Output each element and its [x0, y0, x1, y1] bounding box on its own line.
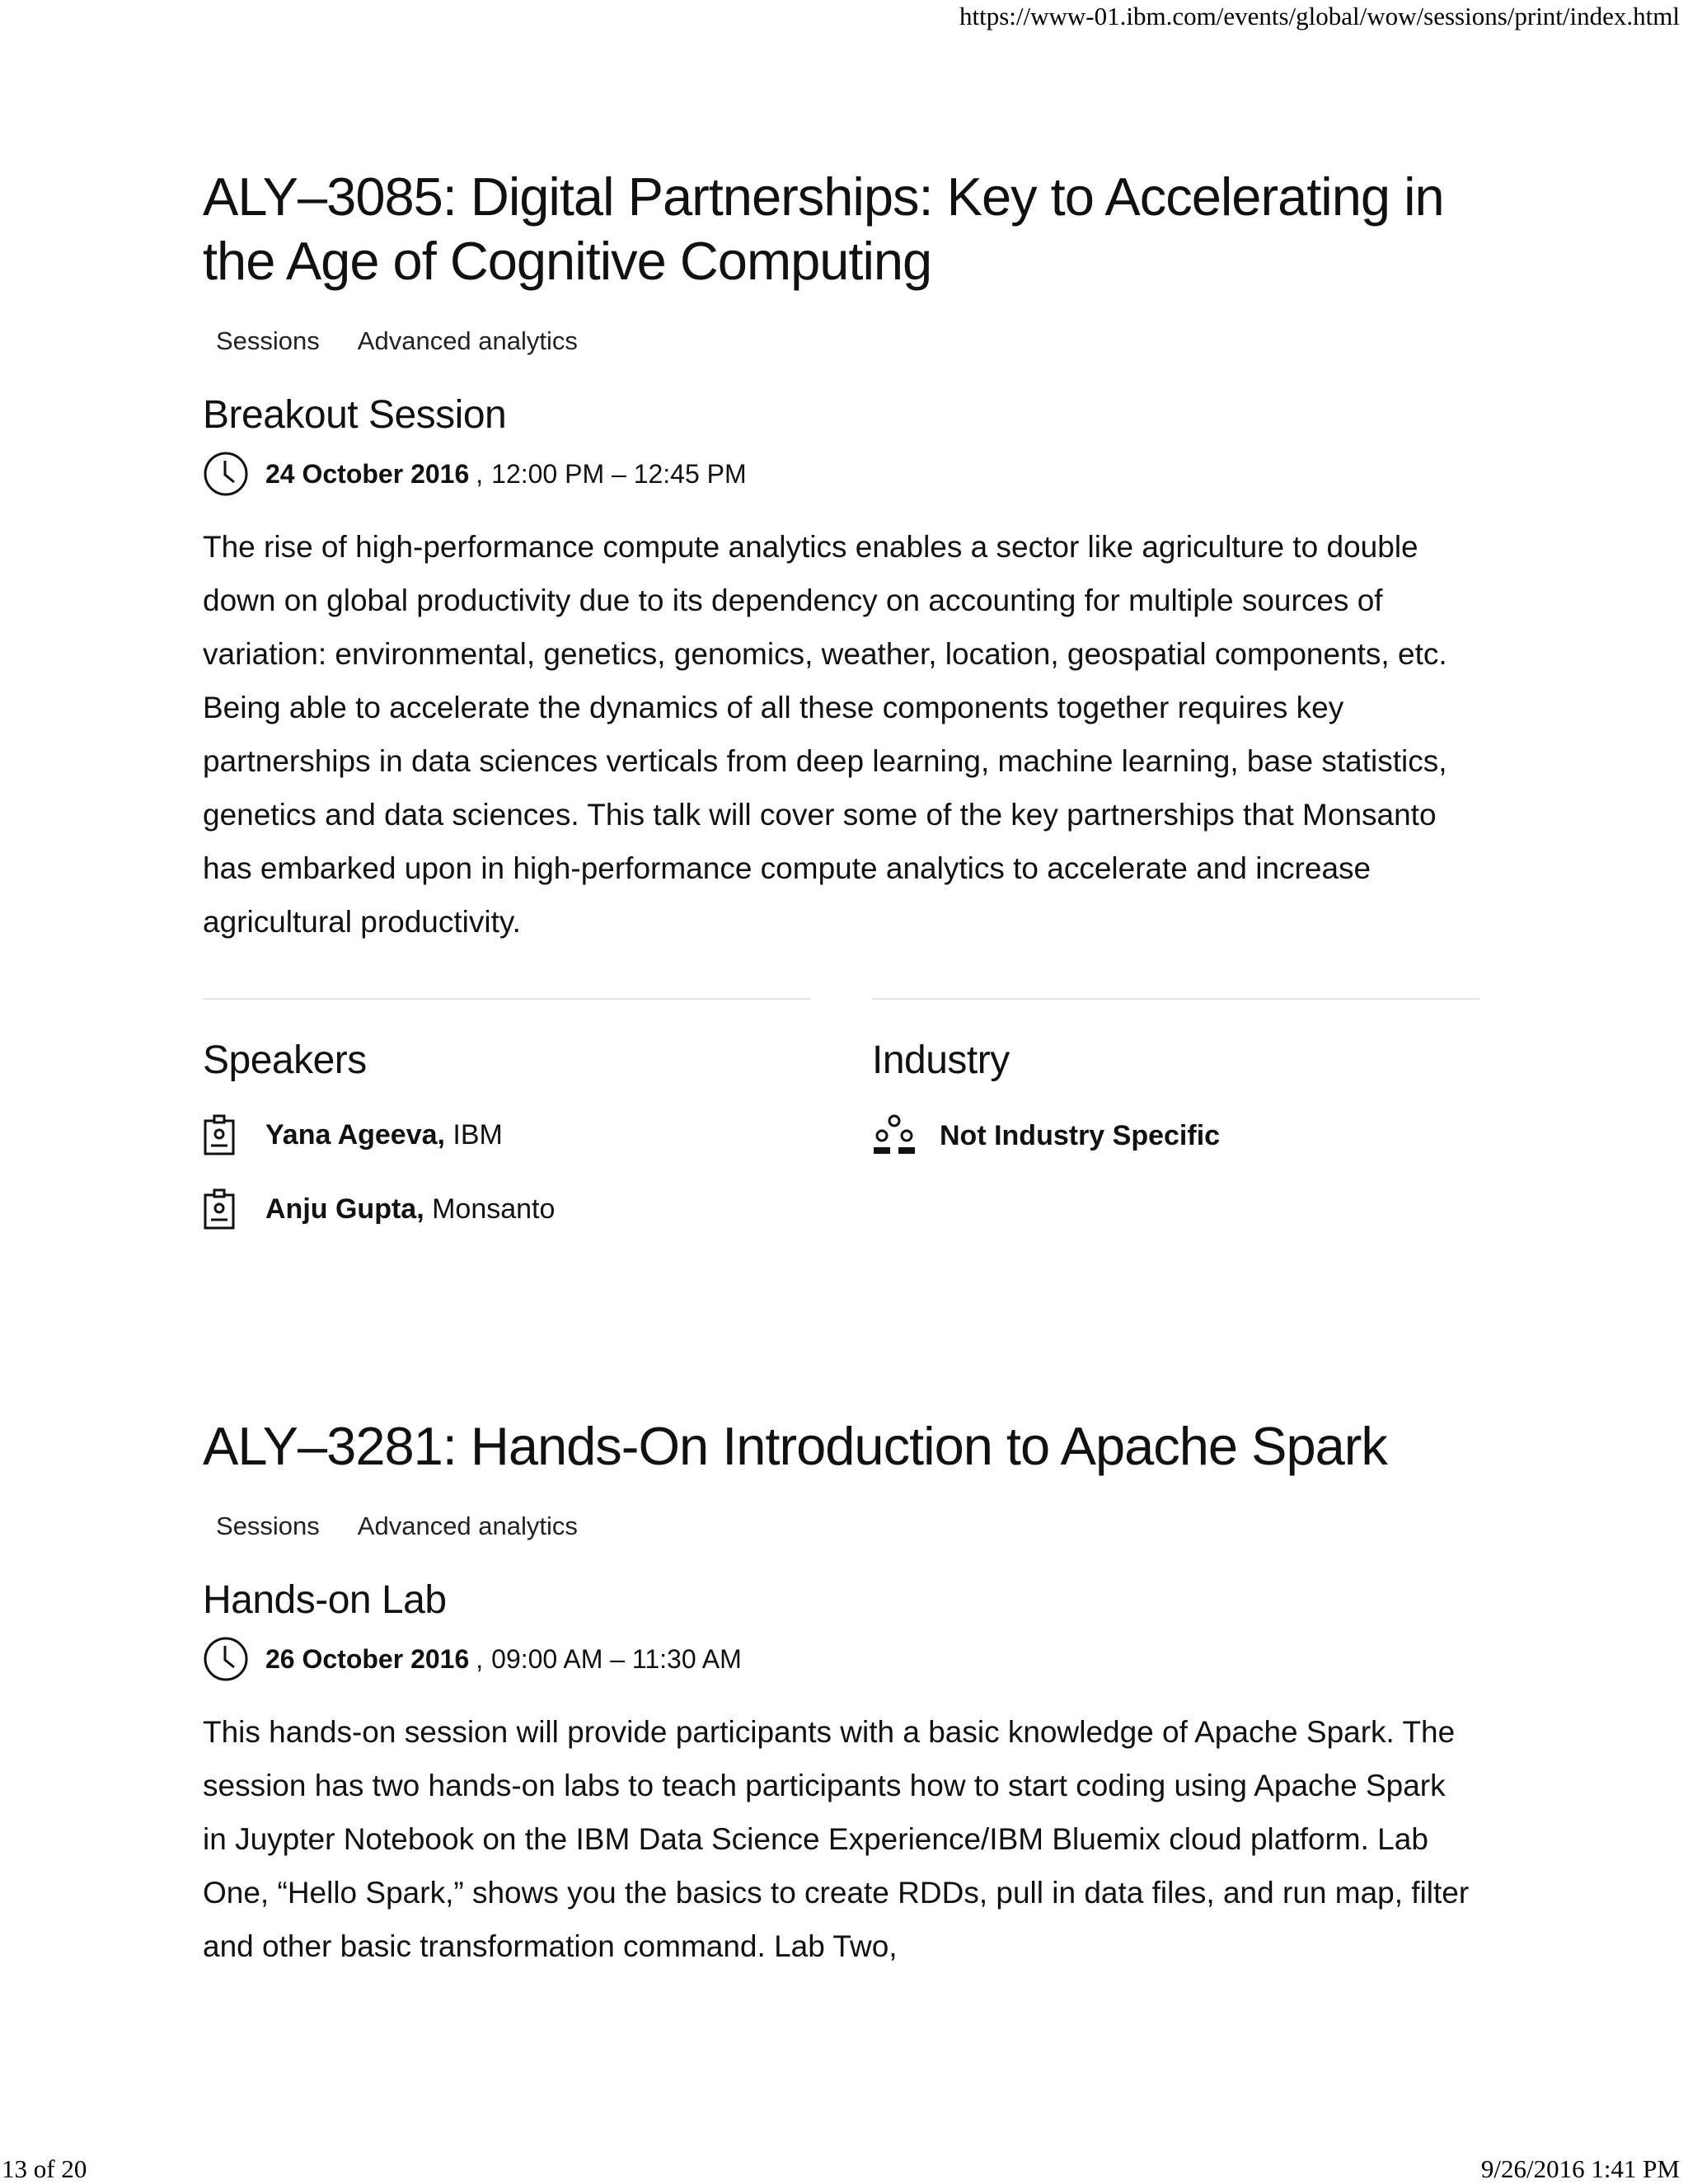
speakers-section	[203, 998, 811, 1230]
session-tags	[203, 326, 1480, 356]
session-time	[203, 1636, 1480, 1682]
session-type: Hands-on Lab	[203, 1578, 447, 1622]
speaker-name: Anju Gupta,	[265, 1193, 424, 1225]
badge-icon	[203, 1114, 236, 1155]
session-time-range: 09:00 AM – 11:30 AM	[491, 1643, 742, 1674]
industry-section	[872, 998, 1480, 1230]
industry-item[interactable]	[872, 1114, 1480, 1157]
session-title-text: Hands-On Introduction to Apache Spark	[456, 1416, 1387, 1476]
date-separator: ,	[476, 458, 484, 489]
print-url: https://www-01.ibm.com/events/global/wow/sessions/print/index.html	[959, 2, 1680, 30]
speaker-name: Yana Ageeva,	[265, 1118, 445, 1151]
session-aly-3085	[203, 165, 1480, 1230]
clock-icon	[203, 451, 249, 497]
date-separator: ,	[476, 1643, 484, 1674]
print-datetime: 9/26/2016 1:41 PM	[1480, 2154, 1680, 2183]
session-details	[203, 998, 1480, 1230]
session-time	[203, 451, 1480, 497]
session-type: Breakout Session	[203, 393, 507, 437]
tag-advanced-analytics[interactable]: Advanced analytics	[357, 326, 578, 355]
session-title	[203, 1414, 1480, 1479]
speakers-heading: Speakers	[203, 1038, 367, 1082]
people-group-icon	[872, 1114, 917, 1157]
speaker-org: Monsanto	[424, 1193, 556, 1225]
industry-heading: Industry	[872, 1038, 1010, 1082]
tag-advanced-analytics[interactable]: Advanced analytics	[357, 1511, 578, 1540]
badge-icon	[203, 1188, 236, 1230]
industry-name: Not Industry Specific	[940, 1119, 1221, 1151]
session-title-text: Digital Partnerships: Key to Accelerating in the Age of Cognitive Computing	[203, 166, 1444, 291]
tag-sessions[interactable]: Sessions	[216, 326, 320, 355]
session-title	[203, 165, 1480, 293]
session-tags	[203, 1511, 1480, 1541]
speaker-item[interactable]	[203, 1114, 811, 1155]
session-description: This hands-on session will provide participants with a basic knowledge of Apache Spark. The session has two hands-on labs to teach participants how to start coding using Apache Spark in Juypter Notebook on the IBM Data Science Experience/IBM Bluemix cloud platform. Lab One, “Hello Spark,” shows you the basics to create RDDs, pull in data files, and run map, filter and other basic transformation command. Lab Two,	[203, 1715, 1470, 1963]
tag-sessions[interactable]: Sessions	[216, 1511, 320, 1540]
speaker-item[interactable]	[203, 1188, 811, 1230]
clock-icon	[203, 1636, 249, 1682]
session-code: ALY–3085:	[203, 166, 457, 227]
session-code: ALY–3281:	[203, 1416, 457, 1476]
session-time-range: 12:00 PM – 12:45 PM	[491, 458, 747, 489]
session-aly-3281	[203, 1414, 1480, 1973]
speaker-org: IBM	[444, 1118, 503, 1151]
session-date: 26 October 2016	[265, 1643, 470, 1674]
page-counter: 13 of 20	[2, 2154, 87, 2183]
session-description: The rise of high-performance compute analytics enables a sector like agriculture to double down on global productivity due to its dependency on accounting for multiple sources of variation: environmental, genetics, genomics, weather, location, geospatial components, etc. Being able to accelerate the dynamics of all these components together requires key partnerships in data sciences verticals from deep learning, machine learning, base statistics, genetics and data sciences. This talk will cover some of the key partnerships that Monsanto has embarked upon in high-performance compute analytics to accelerate and increase agricultural productivity.	[203, 530, 1447, 939]
session-date: 24 October 2016	[265, 458, 470, 489]
